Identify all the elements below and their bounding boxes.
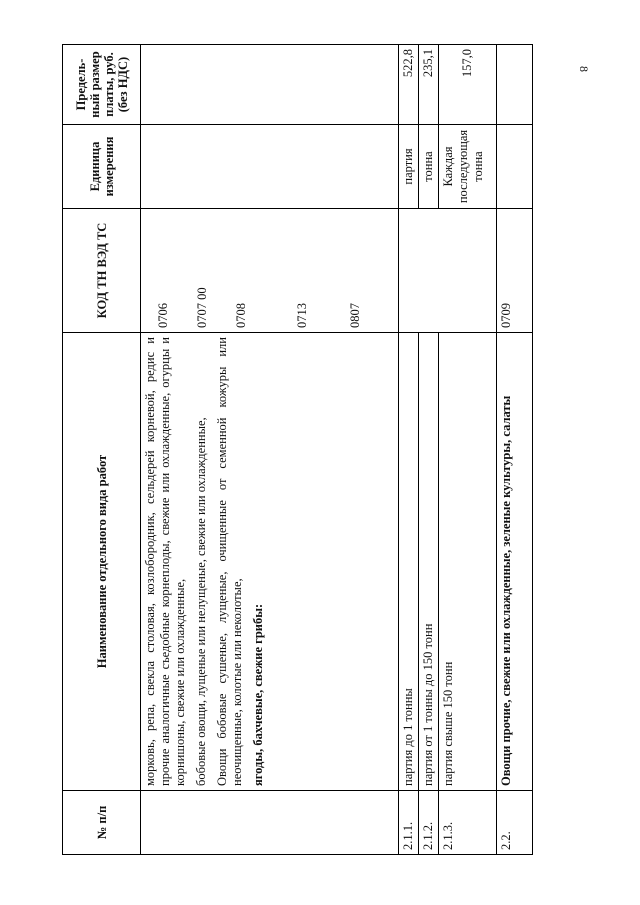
table-row xyxy=(419,45,439,855)
group-unit-cell xyxy=(141,125,399,209)
code-value: 0707 00 xyxy=(195,287,209,328)
row-unit: тонна xyxy=(419,125,439,209)
row-unit: партия xyxy=(399,125,419,209)
row-name: партия от 1 тонны до 150 тонн xyxy=(419,333,439,791)
group-item-text: ягоды, бахчевые, свежие грибы: xyxy=(251,603,265,786)
group-item-text: морковь, репа, свекла столовая, козлобородник, сельдерей корневой, редис и прочие аналогичные съедобные корнеплоды, свежие или охлажденные, огурцы и корнишоны, свежие или охлажденные, xyxy=(143,337,187,786)
row-name: партия свыше 150 тонн xyxy=(439,333,497,791)
code-value: 0708 xyxy=(234,303,248,328)
table-header-row xyxy=(63,45,141,855)
group-code-cell xyxy=(141,209,399,333)
code-value: 0706 xyxy=(156,303,170,328)
group-row xyxy=(141,45,399,855)
row-code: 0709 xyxy=(497,209,533,333)
row-price: 522,8 xyxy=(399,45,419,125)
code-value: 0807 xyxy=(348,303,362,328)
group-item-text: бобовые овощи, лущеные или нелущеные, свежие или охлажденные, xyxy=(194,417,208,786)
row-num: 2.1.2. xyxy=(419,791,439,855)
row-num: 2.2. xyxy=(497,791,533,855)
row-price: 235,1 xyxy=(419,45,439,125)
code-value: 0713 xyxy=(295,303,309,328)
row-num: 2.1.3. xyxy=(439,791,497,855)
row-price xyxy=(497,45,533,125)
tariff-table xyxy=(62,44,533,855)
header-name: Наименование отдельного вида работ xyxy=(63,333,141,791)
table-row xyxy=(439,45,497,855)
header-price: Предель-ный размер платы, руб. (без НДС) xyxy=(63,45,141,125)
group-price-cell xyxy=(141,45,399,125)
table-row xyxy=(497,45,533,855)
row-price: 157,0 xyxy=(439,45,497,125)
table-row xyxy=(399,45,419,855)
row-num: 2.1.1. xyxy=(399,791,419,855)
row-unit: Каждая последующая тонна xyxy=(439,125,497,209)
group-num-cell xyxy=(141,791,399,855)
group-name-cell xyxy=(141,333,399,791)
header-unit: Единица измерения xyxy=(63,125,141,209)
group-item-text: Овощи бобовые сушеные, лущеные, очищенные от семенной кожуры или неочищенные, колотые или неколотые, xyxy=(215,337,244,786)
header-num: № п/п xyxy=(63,791,141,855)
row-unit xyxy=(497,125,533,209)
page-number: 8 xyxy=(577,66,591,72)
row-name: партия до 1 тонны xyxy=(399,333,419,791)
header-code: КОД ТН ВЭД ТС xyxy=(63,209,141,333)
row-code xyxy=(399,209,497,333)
row-name: Овощи прочие, свежие или охлажденные, зеленые культуры, салаты xyxy=(497,333,533,791)
